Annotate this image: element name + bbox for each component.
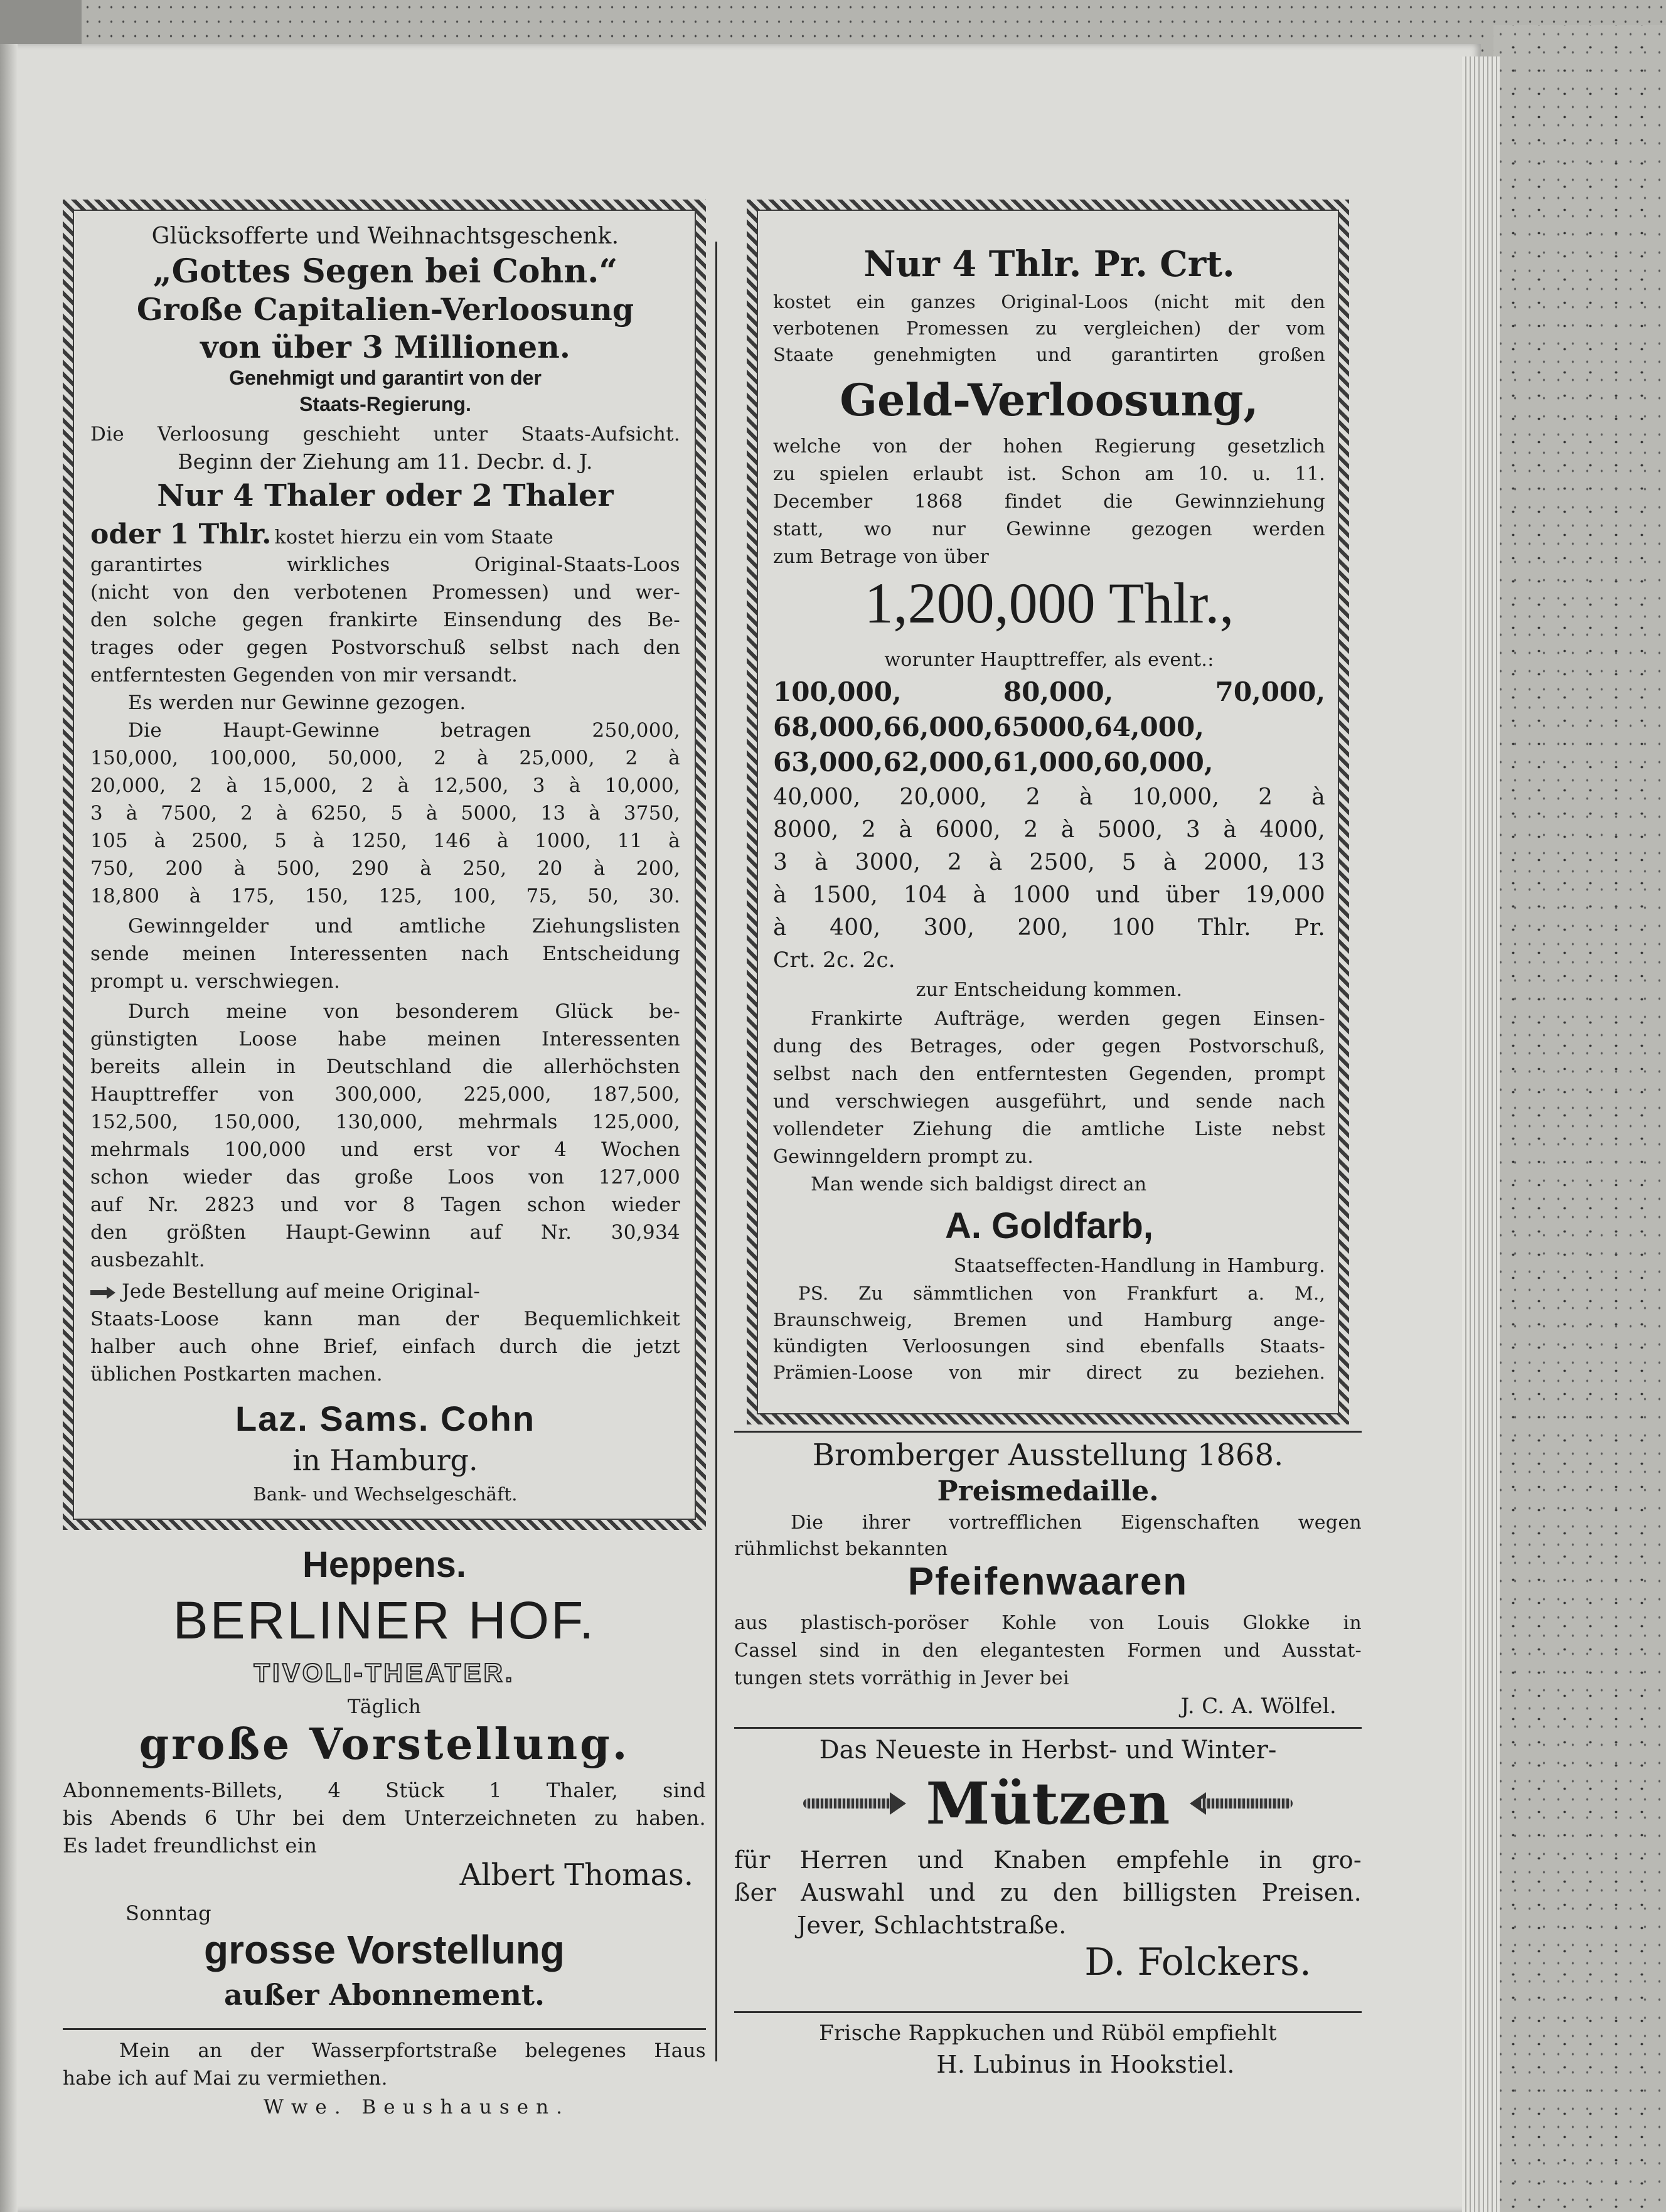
ad-berliner-line: Abonnements-Billets, 4 Stück 1 Thaler, sind — [63, 1778, 706, 1802]
page-edge — [1462, 56, 1500, 2212]
ad-goldfarb-amount: 1,200,000 Thlr., — [864, 571, 1234, 635]
pointing-hand-right-icon — [803, 1790, 897, 1817]
ad-cohn-approval-2: Staats-Regierung. — [299, 393, 471, 415]
ad-cohn-line: Gewinngelder und amtliche Ziehungslisten — [128, 915, 680, 938]
ad-goldfarb-line: und verschwiegen ausgeführt, und sende nach — [773, 1091, 1325, 1113]
column-divider — [715, 242, 717, 2061]
ad-goldfarb-line: welche von der hohen Regierung gesetzlich — [773, 435, 1325, 457]
ad-goldfarb-prizes: 100,000, 80,000, 70,000, — [773, 676, 1325, 707]
ad-cohn-kicker: Glücksofferte und Weihnachtsgeschenk. — [151, 223, 619, 249]
ad-cohn-line: garantirtes wirkliches Original-Staats-Loos — [90, 553, 680, 576]
ad-berliner-show-2: grosse Vorstellung — [204, 1927, 565, 1972]
ad-goldfarb-line: kündigten Verloosungen sind ebenfalls Staats- — [773, 1335, 1325, 1357]
ad-berliner-line: Es ladet freundlichst ein — [63, 1834, 318, 1857]
ad-bromberg-line: rühmlichst bekannten — [734, 1538, 948, 1560]
ad-lubinus-line: Frische Rappkuchen und Rüböl empfiehlt — [819, 2021, 1277, 2046]
ad-goldfarb-lottery — [747, 200, 1349, 1424]
ad-cohn-headline: Große Capitalien-Verloosung — [136, 291, 634, 328]
ad-cohn-line: den größten Haupt-Gewinn auf Nr. 30,934 — [90, 1221, 680, 1244]
ad-goldfarb-line: statt, wo nur Gewinne gezogen werden — [773, 518, 1325, 540]
ad-goldfarb-line: zur Entscheidung kommen. — [916, 979, 1183, 1001]
separator-rule — [734, 1727, 1362, 1729]
ad-bromberg-product: Pfeifenwaaren — [907, 1560, 1188, 1603]
ad-cohn-line: Es werden nur Gewinne gezogen. — [128, 692, 466, 714]
ad-cohn-line: kostet hierzu ein vom Staate — [274, 526, 554, 548]
ad-cohn-line: Die Verloosung geschieht unter Staats-Aufsicht. — [90, 423, 680, 446]
separator-rule — [63, 2028, 706, 2030]
ad-cohn-price-line — [90, 518, 680, 550]
pointing-hand-left-icon — [1199, 1790, 1293, 1817]
ad-house-signature: Wwe. Beushausen. — [264, 2096, 570, 2118]
ad-cohn-title: „Gottes Segen bei Cohn.“ — [152, 252, 618, 291]
ad-goldfarb-line: Braunschweig, Bremen und Hamburg ange- — [773, 1309, 1325, 1330]
ad-goldfarb-line: Staate genehmigten und garantirten großen — [773, 344, 1325, 365]
ad-cohn-line: ausbezahlt. — [90, 1249, 205, 1271]
ad-goldfarb-line: Frankirte Aufträge, werden gegen Einsen- — [811, 1008, 1325, 1030]
ad-cohn-line: (nicht von den verbotenen Promessen) und wer- — [90, 581, 680, 604]
ad-cohn-business: Bank- und Wechselgeschäft. — [253, 1483, 518, 1505]
ad-lubinus — [734, 2016, 1362, 2091]
scan-background-right — [1493, 25, 1666, 2212]
ad-cohn-order-line — [90, 1280, 680, 1303]
ad-goldfarb-line: Crt. 2c. 2c. — [773, 948, 895, 973]
ad-goldfarb-line: 3 à 3000, 2 à 2500, 5 à 2000, 13 — [773, 850, 1325, 875]
ad-lubinus-signature: H. Lubinus in Hookstiel. — [936, 2051, 1235, 2078]
ad-cohn-line: 3 à 7500, 2 à 6250, 5 à 5000, 13 à 3750, — [90, 802, 680, 825]
ad-muetzen-intro: Das Neueste in Herbst- und Winter- — [819, 1736, 1277, 1765]
ad-muetzen-title: Mützen — [926, 1770, 1170, 1837]
ad-goldfarb-line: Man wende sich baldigst direct an — [811, 1173, 1147, 1195]
ad-goldfarb-firm: Staatseffecten-Handlung in Hamburg. — [953, 1255, 1325, 1277]
ad-berliner-title: BERLINER HOF. — [173, 1591, 596, 1650]
ad-cohn-line: 18,800 à 175, 150, 125, 100, 75, 50, 30. — [90, 885, 680, 907]
ad-cohn-line: bereits allein in Deutschland die allerhöchsten — [90, 1055, 680, 1078]
ad-cohn-line: üblichen Postkarten machen. — [90, 1363, 383, 1386]
ad-goldfarb-line: PS. Zu sämmtlichen von Frankfurt a. M., — [798, 1283, 1325, 1304]
ad-bromberg-title: Bromberger Ausstellung 1868. — [812, 1438, 1284, 1473]
ad-goldfarb-line: Prämien-Loose von mir direct zu beziehen. — [773, 1362, 1325, 1383]
ad-cohn-line: 105 à 2500, 5 à 1250, 146 à 1000, 11 à — [90, 830, 680, 852]
ad-cohn-approval: Genehmigt und garantirt von der — [229, 366, 542, 389]
ad-goldfarb-line: 40,000, 20,000, 2 à 10,000, 2 à — [773, 784, 1325, 810]
ad-cohn-line: prompt u. verschwiegen. — [90, 970, 341, 993]
ad-cohn-signature: Laz. Sams. Cohn — [235, 1399, 536, 1438]
ad-muetzen-address: Jever, Schlachtstraße. — [797, 1911, 1067, 1939]
ad-goldfarb-prizes: 63,000,62,000,61,000,60,000, — [773, 747, 1214, 777]
ad-cohn-city: in Hamburg. — [292, 1443, 478, 1477]
ad-cohn-line: halber auch ohne Brief, einfach durch die jetzt — [90, 1335, 680, 1358]
ad-goldfarb-line: dung des Betrages, oder gegen Postvorschuß, — [773, 1035, 1325, 1057]
ad-muetzen — [734, 1731, 1362, 2007]
ad-muetzen-signature: D. Folckers. — [1084, 1940, 1311, 1984]
ad-cohn-line: günstigten Loose habe meinen Interessenten — [90, 1028, 680, 1050]
ad-cohn-lottery — [63, 200, 706, 1530]
ad-berliner-line: bis Abends 6 Uhr bei dem Unterzeichneten zu haben. — [63, 1806, 706, 1830]
ad-goldfarb-price: Nur 4 Thlr. Pr. Crt. — [863, 243, 1235, 285]
ad-goldfarb-text — [773, 210, 1325, 1414]
ad-goldfarb-line: 8000, 2 à 6000, 2 à 5000, 3 à 4000, — [773, 817, 1325, 843]
page-gutter — [0, 44, 18, 2212]
ad-cohn-line: schon wieder das große Loos von 127,000 — [90, 1166, 680, 1189]
ad-cohn-line: Staats-Loose kann man der Bequemlichkeit — [90, 1308, 680, 1330]
ad-bromberg-line: Cassel sind in den elegantesten Formen und Ausstat- — [734, 1640, 1362, 1662]
ad-cohn-line: auf Nr. 2823 und vor 8 Tagen schon wieder — [90, 1194, 680, 1216]
ad-goldfarb-prizes: 68,000,66,000,65000,64,000, — [773, 712, 1204, 742]
ad-berliner-signature: Albert Thomas. — [459, 1857, 693, 1893]
ad-cohn-price: Nur 4 Thaler oder 2 Thaler — [157, 478, 614, 513]
ad-cohn-line: 150,000, 100,000, 50,000, 2 à 25,000, 2 à — [90, 747, 680, 769]
ad-cohn-line: sende meinen Interessenten nach Entscheidung — [90, 943, 680, 965]
ad-cohn-line: Durch meine von besonderem Glück be- — [128, 1000, 680, 1023]
ad-cohn-line: 152,500, 150,000, 130,000, mehrmals 125,000, — [90, 1111, 680, 1133]
ad-muetzen-line: ßer Auswahl und zu den billigsten Preisen. — [734, 1879, 1362, 1906]
ad-muetzen-line: für Herren und Knaben empfehle in gro- — [734, 1846, 1362, 1874]
ad-bromberg-medal: Preismedaille. — [937, 1475, 1159, 1507]
ad-cohn-line: Jede Bestellung auf meine Original- — [122, 1280, 481, 1303]
pointing-hand-icon — [90, 1286, 115, 1299]
ad-muetzen-heading — [734, 1770, 1362, 1839]
ad-cohn-price-2: oder 1 Thlr. — [90, 518, 272, 550]
ad-goldfarb-headline: Geld-Verloosung, — [840, 374, 1259, 426]
ad-berliner-town: Heppens. — [302, 1544, 467, 1585]
separator-rule — [734, 2011, 1362, 2013]
ad-cohn-line: entferntesten Gegenden von mir versandt. — [90, 664, 518, 687]
ad-berliner-sunday: Sonntag — [125, 1901, 211, 1925]
ad-bromberg-pipes — [734, 1434, 1362, 1723]
ad-goldfarb-line: Gewinngeldern prompt zu. — [773, 1146, 1034, 1168]
ad-goldfarb-line: à 1500, 104 à 1000 und über 19,000 — [773, 882, 1325, 908]
ad-berliner-theater: TIVOLI-THEATER. — [254, 1658, 515, 1687]
ad-goldfarb-line: December 1868 findet die Gewinnziehung — [773, 491, 1325, 513]
separator-rule — [734, 1431, 1362, 1433]
ad-berliner-extra: außer Abonnement. — [223, 1978, 545, 2012]
ad-bromberg-line: aus plastisch-poröser Kohle von Louis Glokke in — [734, 1612, 1362, 1634]
ad-bromberg-line: Die ihrer vortrefflichen Eigenschaften wegen — [791, 1512, 1362, 1534]
ad-cohn-line: mehrmals 100,000 und erst vor 4 Wochen — [90, 1138, 680, 1161]
ad-cohn-line: Beginn der Ziehung am 11. Decbr. d. J. — [178, 449, 593, 474]
ad-house-rent — [63, 2033, 706, 2127]
ad-goldfarb-line: kostet ein ganzes Original-Loos (nicht mit den — [773, 291, 1325, 313]
ad-cohn-line: Haupttreffer von 300,000, 225,000, 187,500, — [90, 1083, 680, 1106]
ad-cohn-headline-2: von über 3 Millionen. — [200, 329, 570, 365]
ad-cohn-line: den solche gegen frankirte Einsendung des Be- — [90, 609, 680, 631]
ad-cohn-line: Die Haupt-Gewinne betragen 250,000, — [128, 719, 680, 742]
ad-goldfarb-line: zu spielen erlaubt ist. Schon am 10. u. 11. — [773, 463, 1325, 485]
ad-house-line: habe ich auf Mai zu vermiethen. — [63, 2067, 388, 2090]
ad-berliner-daily: Täglich — [347, 1696, 422, 1718]
ad-berliner-show: große Vorstellung. — [139, 1719, 630, 1770]
ad-house-line: Mein an der Wasserpfortstraße belegenes Haus — [119, 2039, 706, 2062]
ad-goldfarb-line: worunter Haupttreffer, als event.: — [884, 649, 1214, 671]
ad-berliner-hof — [63, 1537, 706, 2027]
ad-cohn-line: 20,000, 2 à 15,000, 2 à 12,500, 3 à 10,000, — [90, 774, 680, 797]
ad-goldfarb-line: à 400, 300, 200, 100 Thlr. Pr. — [773, 915, 1325, 941]
ad-goldfarb-line: selbst nach den entferntesten Gegenden, prompt — [773, 1063, 1325, 1085]
ad-goldfarb-line: verbotenen Promessen zu vergleichen) der vom — [773, 318, 1325, 339]
ad-goldfarb-line: zum Betrage von über — [773, 546, 990, 568]
ad-cohn-line: 750, 200 à 500, 290 à 250, 20 à 200, — [90, 857, 680, 880]
ad-bromberg-line: tungen stets vorräthig in Jever bei — [734, 1667, 1069, 1689]
ad-cohn-line: trages oder gegen Postvorschuß selbst nach den — [90, 636, 680, 659]
ad-goldfarb-signature: A. Goldfarb, — [945, 1205, 1153, 1246]
ad-goldfarb-line: vollendeter Ziehung die amtliche Liste nebst — [773, 1118, 1325, 1140]
ad-cohn-text — [90, 210, 680, 1521]
ad-bromberg-signature: J. C. A. Wölfel. — [1180, 1694, 1337, 1719]
